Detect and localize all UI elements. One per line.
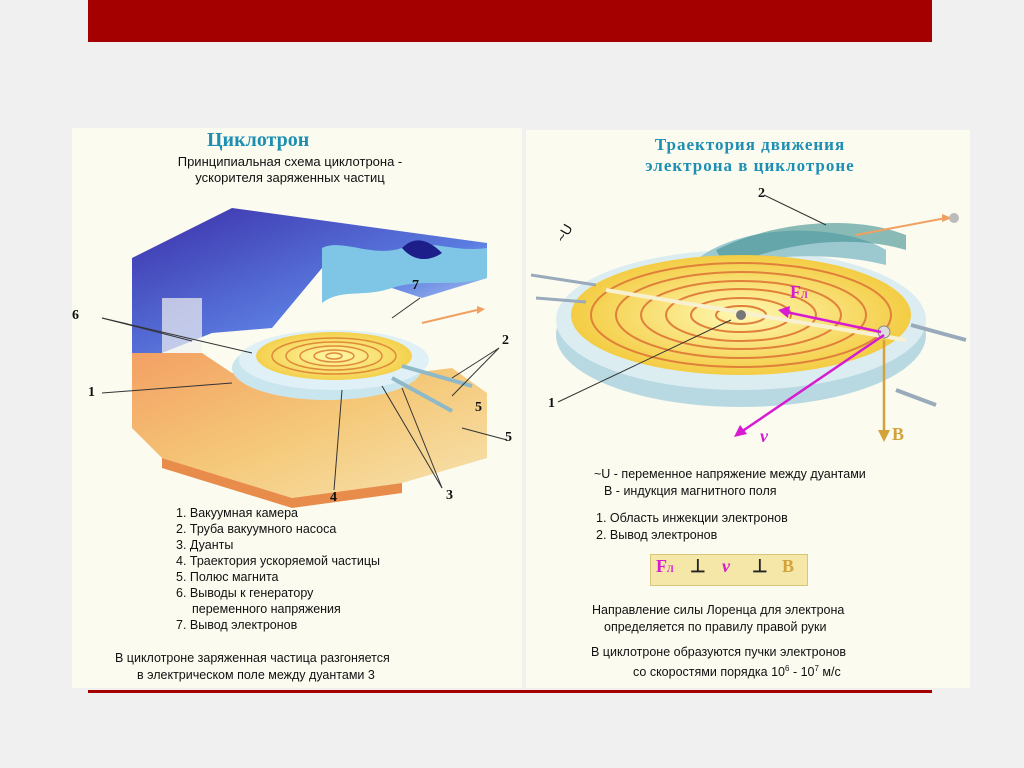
lorentz-line-2: определяется по правилу правой руки [604,620,827,634]
legend-item-3: 3. Дуанты [176,538,234,552]
legend-item-2: 2. Труба вакуумного насоса [176,522,337,536]
formula-v: v [722,556,730,576]
right-legend-4: 2. Вывод электронов [596,528,718,542]
legend-item-1: 1. Вакуумная камера [176,506,298,520]
formula-b: B [782,556,795,576]
induction-label: B [892,424,905,444]
left-title: Циклотрон [207,129,310,151]
right-legend-3: 1. Область инжекции электронов [596,511,788,525]
callout-5a: 5 [475,400,482,415]
beam-line-1: В циклотроне образуются пучки электронов [591,645,847,659]
right-callout-2: 2 [758,186,765,201]
trajectory-diagram [526,180,970,460]
left-note-1: В циклотроне заряженная частица разгоняется [115,651,390,665]
legend-item-6-cont: переменного напряжения [192,602,341,616]
formula-perp-1: ⊥ [690,556,706,576]
velocity-label: v [760,426,768,446]
header-bar [88,0,932,42]
callout-6: 6 [72,308,79,323]
left-subtitle-1: Принципиальная схема циклотрона - [177,154,403,169]
right-callout-1: 1 [548,396,555,411]
callout-2: 2 [502,333,509,348]
legend-item-6: 6. Выводы к генератору [176,586,314,600]
right-legend-2: В - индукция магнитного поля [604,484,777,498]
cyclotron-diagram [72,128,522,528]
lorentz-line-1: Направление силы Лоренца для электрона [592,603,845,617]
voltage-label: ~U [552,221,576,245]
right-title-1: Траектория движения [654,135,846,154]
formula-f: FЛ [656,556,674,576]
right-legend-1: ~U - переменное напряжение между дуантами [594,467,866,481]
force-label: FЛ [790,282,808,302]
left-note-2: в электрическом поле между дуантами 3 [137,668,375,682]
legend-item-4: 4. Траектория ускоряемой частицы [176,554,381,568]
callout-7: 7 [412,278,419,293]
right-title-2: электрона в циклотроне [645,156,855,175]
callout-1: 1 [88,385,95,400]
legend-item-7: 7. Вывод электронов [176,618,298,632]
callout-5b: 5 [505,430,512,445]
bottom-line [88,690,932,693]
legend-item-5: 5. Полюс магнита [176,570,279,584]
callout-3: 3 [446,488,453,503]
callout-4: 4 [330,490,337,505]
left-subtitle-2: ускорителя заряженных частиц [195,170,385,185]
beam-line-2: со скоростями порядка $10^6 - 10^7$ м/с [633,664,841,680]
formula-perp-2: ⊥ [752,556,768,576]
